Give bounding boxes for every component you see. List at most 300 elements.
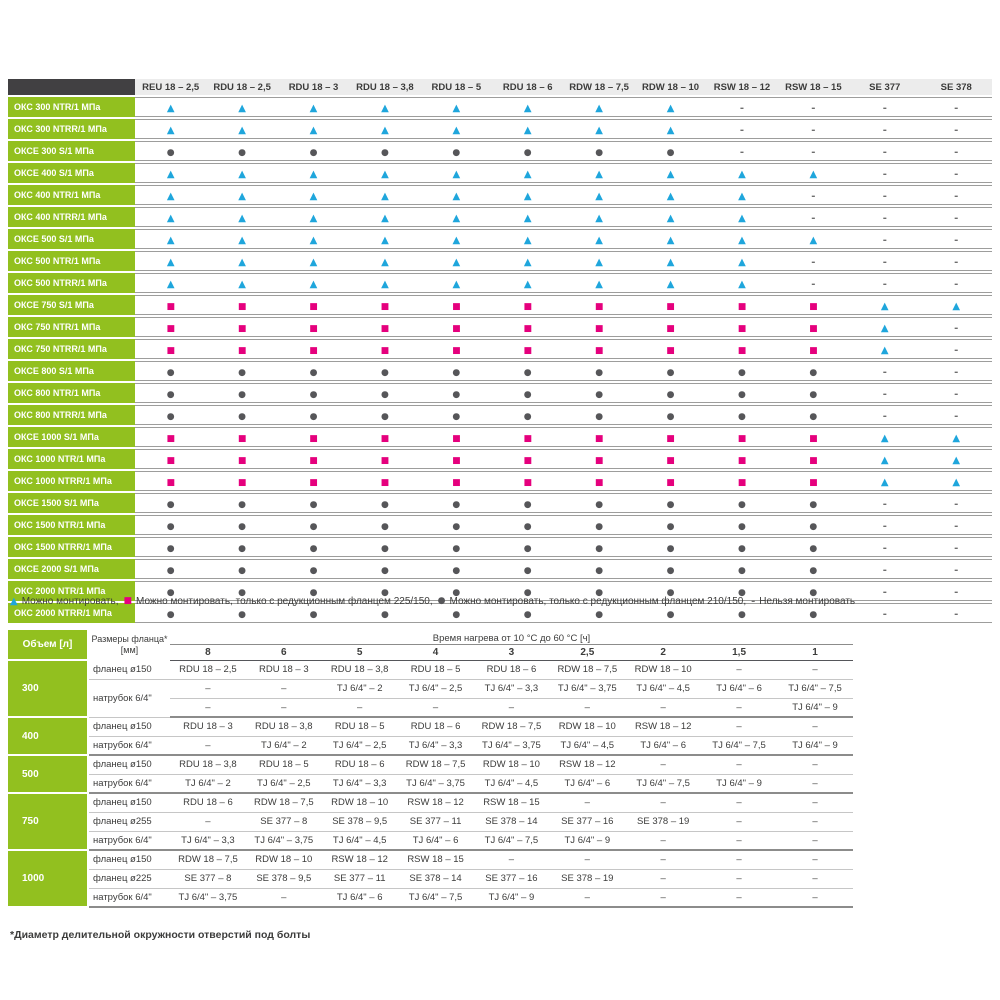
compat-cell — [849, 515, 920, 535]
compat-cell — [421, 229, 492, 249]
compat-cell — [706, 229, 777, 249]
compat-cell — [563, 493, 634, 513]
compat-column-header: RDU 18 – 6 — [492, 79, 563, 95]
compat-cell — [278, 361, 349, 381]
compat-cell — [206, 163, 277, 183]
compat-cell — [563, 229, 634, 249]
connection-type-label: натрубок 6/4" — [88, 831, 170, 850]
heating-value-cell: TJ 6/4" – 3,3 — [170, 831, 246, 850]
heating-value-cell: TJ 6/4" – 2,5 — [246, 774, 322, 793]
circle-icon: ● — [523, 390, 532, 400]
compat-cell — [278, 207, 349, 227]
compat-cell — [135, 471, 206, 491]
compat-cell — [635, 427, 706, 447]
triangle-icon: ▲ — [309, 191, 318, 202]
compat-cell — [706, 317, 777, 337]
heating-value-cell: – — [701, 888, 777, 907]
circle-icon: ● — [309, 522, 318, 532]
triangle-icon: ▲ — [238, 257, 246, 268]
circle-icon: ● — [309, 368, 318, 378]
heating-value-cell: SE 377 – 16 — [474, 869, 550, 888]
circle-icon: ● — [380, 588, 389, 598]
square-icon: ■ — [666, 434, 675, 444]
compat-cell — [349, 119, 420, 139]
footnote-clip — [10, 925, 810, 941]
triangle-icon: ▲ — [309, 213, 318, 224]
compat-cell — [206, 449, 277, 469]
compat-cell — [421, 405, 492, 425]
dash-mark: - — [954, 609, 959, 620]
circle-icon: ● — [595, 148, 604, 158]
compat-cell — [706, 449, 777, 469]
compat-cell — [206, 251, 277, 271]
square-icon: ■ — [737, 456, 747, 466]
triangle-icon: ▲ — [238, 103, 246, 114]
compat-column-header: REU 18 – 2,5 — [135, 79, 206, 95]
heating-value-cell: – — [777, 812, 853, 831]
compat-cell — [778, 317, 849, 337]
triangle-icon: ▲ — [166, 169, 175, 180]
heating-value-cell: RDU 18 – 6 — [322, 755, 398, 774]
triangle-icon: ▲ — [381, 279, 389, 290]
heating-value-cell: RDW 18 – 10 — [322, 793, 398, 812]
circle-icon: ● — [166, 610, 175, 620]
heating-value-cell: RDU 18 – 2,5 — [170, 660, 246, 679]
heating-value-cell: SE 378 – 9,5 — [246, 869, 322, 888]
compat-cell — [849, 449, 920, 469]
compat-cell — [920, 141, 992, 161]
compat-cell — [278, 273, 349, 293]
square-icon: ■ — [666, 302, 675, 312]
compat-cell — [706, 559, 777, 579]
heating-value-cell: – — [474, 698, 550, 717]
circle-icon: ● — [738, 522, 746, 532]
square-icon: ■ — [309, 456, 318, 466]
table-row — [8, 207, 992, 227]
square-icon: ■ — [809, 434, 818, 444]
compat-cell — [349, 537, 420, 557]
compat-cell — [492, 537, 563, 557]
heating-value-cell: – — [777, 831, 853, 850]
dash-mark: - — [954, 147, 959, 158]
compat-cell — [706, 471, 777, 491]
table-row — [8, 888, 853, 907]
heating-value-cell: RDW 18 – 10 — [246, 850, 322, 869]
compat-cell — [349, 185, 420, 205]
heating-value-cell: RDU 18 – 5 — [246, 755, 322, 774]
heating-value-cell: RSW 18 – 12 — [549, 755, 625, 774]
compat-row-label: ОКС 2000 NTRR/1 МПа — [8, 603, 135, 623]
dash-mark: - — [751, 595, 756, 607]
square-icon: ■ — [166, 324, 175, 334]
triangle-icon: ▲ — [309, 169, 318, 180]
circle-icon: ● — [238, 588, 247, 598]
compat-cell — [135, 97, 206, 117]
heating-value-cell: TJ 6/4" – 3,3 — [398, 736, 474, 755]
compat-cell — [492, 471, 563, 491]
compat-cell — [920, 163, 992, 183]
triangle-icon: ▲ — [452, 279, 461, 290]
compat-cell — [492, 295, 563, 315]
compat-row-label: ОКС 1500 NTRR/1 МПа — [8, 537, 135, 557]
triangle-icon: ▲ — [952, 455, 961, 466]
triangle-icon: ▲ — [595, 103, 603, 114]
triangle-icon: ▲ — [595, 125, 603, 136]
dash-mark: - — [882, 587, 887, 598]
compat-cell — [135, 295, 206, 315]
compat-cell — [206, 185, 277, 205]
compat-cell — [849, 141, 920, 161]
compat-cell — [278, 163, 349, 183]
circle-icon: ● — [309, 588, 318, 598]
heating-value-cell: – — [701, 812, 777, 831]
compat-cell — [206, 427, 277, 447]
heating-value-cell: TJ 6/4" – 9 — [549, 831, 625, 850]
compat-cell — [635, 405, 706, 425]
compat-row-label: ОКС 1000 NTR/1 МПа — [8, 449, 135, 469]
circle-icon: ● — [595, 390, 604, 400]
compat-cell — [920, 515, 992, 535]
time-column-header: 5 — [322, 644, 398, 660]
compat-cell — [706, 273, 777, 293]
heating-value-cell: – — [549, 888, 625, 907]
compat-cell — [421, 471, 492, 491]
table-row — [8, 559, 992, 579]
compat-cell — [349, 383, 420, 403]
compat-cell — [206, 207, 277, 227]
compat-cell — [778, 405, 849, 425]
compat-row-label: ОКС 1500 NTR/1 МПа — [8, 515, 135, 535]
square-icon: ■ — [594, 346, 604, 356]
compat-cell — [135, 383, 206, 403]
triangle-icon: ▲ — [238, 213, 246, 224]
triangle-icon: ▲ — [309, 257, 318, 268]
circle-icon: ● — [238, 522, 247, 532]
dash-mark: - — [882, 279, 887, 290]
circle-icon: ● — [595, 588, 604, 598]
heating-value-cell: TJ 6/4" – 6 — [701, 679, 777, 698]
compat-row-label: ОКСЕ 300 S/1 МПа — [8, 141, 135, 161]
compat-cell — [920, 273, 992, 293]
circle-icon: ● — [309, 610, 318, 620]
dash-mark: - — [954, 125, 959, 136]
heating-value-cell: RDU 18 – 3 — [170, 717, 246, 736]
compat-cell — [135, 493, 206, 513]
dash-mark: - — [811, 125, 816, 136]
compat-cell — [849, 185, 920, 205]
compat-cell — [421, 537, 492, 557]
compat-cell — [206, 339, 277, 359]
table-row — [8, 97, 992, 117]
dash-mark: - — [811, 257, 816, 268]
circle-icon: ● — [166, 368, 175, 378]
circle-icon: ● — [523, 368, 532, 378]
compat-cell — [206, 515, 277, 535]
heating-value-cell: RDW 18 – 7,5 — [398, 755, 474, 774]
heating-value-cell: TJ 6/4" – 3,3 — [322, 774, 398, 793]
compatibility-table-section — [8, 77, 992, 625]
circle-icon: ● — [452, 610, 461, 620]
square-icon: ■ — [237, 302, 247, 312]
legend-text: Можно монтировать, — [21, 596, 119, 607]
square-icon: ■ — [666, 324, 675, 334]
circle-icon: ● — [523, 566, 532, 576]
time-column-header: 3 — [474, 644, 550, 660]
compat-cell — [849, 339, 920, 359]
compat-cell — [492, 449, 563, 469]
circle-icon: ● — [452, 412, 461, 422]
circle-icon: ● — [738, 588, 746, 598]
heating-value-cell: – — [777, 888, 853, 907]
heating-value-cell: TJ 6/4" – 7,5 — [701, 736, 777, 755]
heating-value-cell: TJ 6/4" – 7,5 — [474, 831, 550, 850]
square-icon: ■ — [523, 346, 532, 356]
dash-mark: - — [811, 103, 816, 114]
heating-value-cell: – — [625, 698, 701, 717]
compat-cell — [635, 251, 706, 271]
heating-value-cell: TJ 6/4" – 7,5 — [398, 888, 474, 907]
heating-value-cell: RDW 18 – 7,5 — [246, 793, 322, 812]
compat-cell — [278, 493, 349, 513]
dash-mark: - — [739, 147, 745, 158]
heating-value-cell: TJ 6/4" – 6 — [398, 831, 474, 850]
circle-icon: ● — [666, 544, 675, 554]
compat-cell — [349, 449, 420, 469]
circle-icon: ● — [738, 500, 746, 510]
compat-cell — [278, 405, 349, 425]
compat-cell — [349, 559, 420, 579]
compat-table — [8, 77, 992, 625]
circle-icon: ● — [166, 390, 175, 400]
triangle-icon: ▲ — [666, 125, 675, 136]
square-icon: ■ — [737, 346, 747, 356]
heating-value-cell: TJ 6/4" – 2,5 — [322, 736, 398, 755]
table-row — [8, 427, 992, 447]
compat-column-header: RSW 18 – 15 — [778, 79, 849, 95]
connection-type-label: натрубок 6/4" — [88, 888, 170, 907]
compat-cell — [920, 97, 992, 117]
heating-value-cell: RDW 18 – 7,5 — [170, 850, 246, 869]
compat-cell — [706, 97, 777, 117]
compat-row-label: ОКС 300 NTRR/1 МПа — [8, 119, 135, 139]
circle-icon: ● — [238, 544, 247, 554]
dash-mark: - — [954, 345, 959, 356]
compat-cell — [635, 317, 706, 337]
circle-icon: ● — [809, 368, 818, 378]
circle-icon: ● — [809, 412, 818, 422]
footnote: *Диаметр делительной окружности отверстий под болты — [10, 929, 311, 941]
heating-value-cell: TJ 6/4" – 4,5 — [549, 736, 625, 755]
compat-cell — [706, 163, 777, 183]
compat-cell — [278, 141, 349, 161]
compat-cell — [920, 295, 992, 315]
compat-cell — [706, 493, 777, 513]
heating-value-cell: TJ 6/4" – 3,75 — [474, 736, 550, 755]
triangle-icon: ▲ — [238, 125, 246, 136]
circle-icon: ● — [380, 368, 389, 378]
heating-value-cell: SE 378 – 19 — [625, 812, 701, 831]
square-icon: ■ — [309, 324, 318, 334]
compat-cell — [563, 449, 634, 469]
compat-cell — [563, 559, 634, 579]
compat-cell — [349, 471, 420, 491]
compat-cell — [421, 163, 492, 183]
compat-cell — [563, 317, 634, 337]
table-row — [8, 383, 992, 403]
compat-cell — [278, 537, 349, 557]
compat-cell — [920, 339, 992, 359]
triangle-icon: ▲ — [381, 103, 389, 114]
compat-cell — [920, 559, 992, 579]
compat-row-label: ОКС 400 NTRR/1 МПа — [8, 207, 135, 227]
triangle-icon: ▲ — [452, 213, 461, 224]
compat-column-header: RDU 18 – 5 — [421, 79, 492, 95]
compat-cell — [492, 119, 563, 139]
compat-cell — [492, 317, 563, 337]
heat-head — [8, 630, 853, 660]
triangle-icon: ▲ — [809, 169, 818, 180]
circle-icon: ● — [238, 368, 247, 378]
compat-cell — [920, 317, 992, 337]
heating-value-cell: RSW 18 – 12 — [398, 793, 474, 812]
compat-cell — [849, 207, 920, 227]
compat-row-label: ОКСЕ 1000 S/1 МПа — [8, 427, 135, 447]
triangle-icon: ▲ — [880, 345, 889, 356]
heating-value-cell: TJ 6/4" – 4,5 — [322, 831, 398, 850]
table-row — [8, 119, 992, 139]
square-icon: ■ — [166, 478, 175, 488]
compat-row-label: ОКСЕ 500 S/1 МПа — [8, 229, 135, 249]
compat-cell — [349, 427, 420, 447]
triangle-icon: ▲ — [238, 191, 246, 202]
triangle-icon: ▲ — [166, 235, 175, 246]
circle-icon: ● — [452, 390, 461, 400]
compat-cell — [920, 119, 992, 139]
triangle-icon: ▲ — [238, 235, 246, 246]
square-icon: ■ — [166, 434, 175, 444]
square-icon: ■ — [523, 478, 532, 488]
table-row — [8, 537, 992, 557]
compat-cell — [563, 405, 634, 425]
square-icon: ■ — [309, 302, 318, 312]
heating-value-cell: – — [777, 793, 853, 812]
compat-cell — [778, 207, 849, 227]
compat-cell — [135, 163, 206, 183]
compat-cell — [849, 493, 920, 513]
triangle-icon: ▲ — [381, 213, 389, 224]
heating-value-cell: – — [777, 869, 853, 888]
triangle-icon: ▲ — [309, 125, 318, 136]
triangle-icon: ▲ — [452, 125, 461, 136]
connection-type-label: фланец ø225 — [88, 869, 170, 888]
square-icon: ■ — [523, 434, 532, 444]
compat-cell — [635, 207, 706, 227]
compat-cell — [778, 119, 849, 139]
circle-icon: ● — [738, 368, 746, 378]
heat-body — [8, 660, 853, 907]
compat-cell — [421, 515, 492, 535]
compat-cell — [706, 141, 777, 161]
compat-cell — [492, 383, 563, 403]
compat-cell — [278, 97, 349, 117]
compat-cell — [278, 317, 349, 337]
compat-cell — [849, 119, 920, 139]
circle-icon: ● — [238, 412, 247, 422]
circle-icon: ● — [380, 610, 389, 620]
table-row — [8, 493, 992, 513]
compat-cell — [849, 559, 920, 579]
square-icon: ■ — [237, 434, 247, 444]
circle-icon: ● — [595, 412, 604, 422]
table-row — [8, 185, 992, 205]
compat-cell — [349, 141, 420, 161]
compat-cell — [278, 229, 349, 249]
compat-cell — [920, 361, 992, 381]
heating-value-cell: RDU 18 – 5 — [398, 660, 474, 679]
dash-mark: - — [882, 147, 887, 158]
compat-cell — [421, 273, 492, 293]
compat-cell — [778, 559, 849, 579]
volume-cell: 400 — [8, 717, 88, 755]
time-column-header: 4 — [398, 644, 474, 660]
square-icon: ■ — [123, 596, 133, 606]
heating-value-cell: – — [701, 698, 777, 717]
compat-cell — [492, 97, 563, 117]
triangle-icon: ▲ — [523, 235, 532, 246]
circle-icon: ● — [738, 566, 746, 576]
square-icon: ■ — [237, 478, 247, 488]
heating-value-cell: RSW 18 – 15 — [398, 850, 474, 869]
compat-column-header: RDU 18 – 3,8 — [349, 79, 420, 95]
circle-icon: ● — [309, 390, 318, 400]
triangle-icon: ▲ — [166, 279, 175, 290]
dash-mark: - — [811, 279, 816, 290]
heating-value-cell: – — [398, 698, 474, 717]
circle-icon: ● — [523, 148, 532, 158]
compat-cell — [706, 119, 777, 139]
table-row — [8, 339, 992, 359]
compat-cell — [349, 163, 420, 183]
triangle-icon: ▲ — [523, 103, 532, 114]
triangle-icon: ▲ — [309, 279, 318, 290]
compat-cell — [849, 251, 920, 271]
compat-cell — [349, 207, 420, 227]
compat-cell — [778, 383, 849, 403]
square-icon: ■ — [594, 434, 604, 444]
dash-mark: - — [882, 213, 887, 224]
table-row — [8, 755, 853, 774]
dash-mark: - — [882, 411, 887, 422]
heating-value-cell: – — [701, 793, 777, 812]
compat-cell — [492, 559, 563, 579]
compat-cell — [920, 471, 992, 491]
heating-value-cell: TJ 6/4" – 7,5 — [625, 774, 701, 793]
legend-item — [10, 596, 119, 607]
circle-icon: ● — [309, 148, 318, 158]
square-icon: ■ — [166, 302, 175, 312]
connection-type-label: фланец ø150 — [88, 717, 170, 736]
compat-cell — [421, 185, 492, 205]
compat-cell — [349, 229, 420, 249]
compat-cell — [563, 295, 634, 315]
compat-cell — [778, 273, 849, 293]
compat-cell — [635, 119, 706, 139]
compat-cell — [778, 449, 849, 469]
compat-cell — [421, 317, 492, 337]
compat-cell — [563, 427, 634, 447]
square-icon: ■ — [594, 324, 604, 334]
compat-cell — [349, 493, 420, 513]
